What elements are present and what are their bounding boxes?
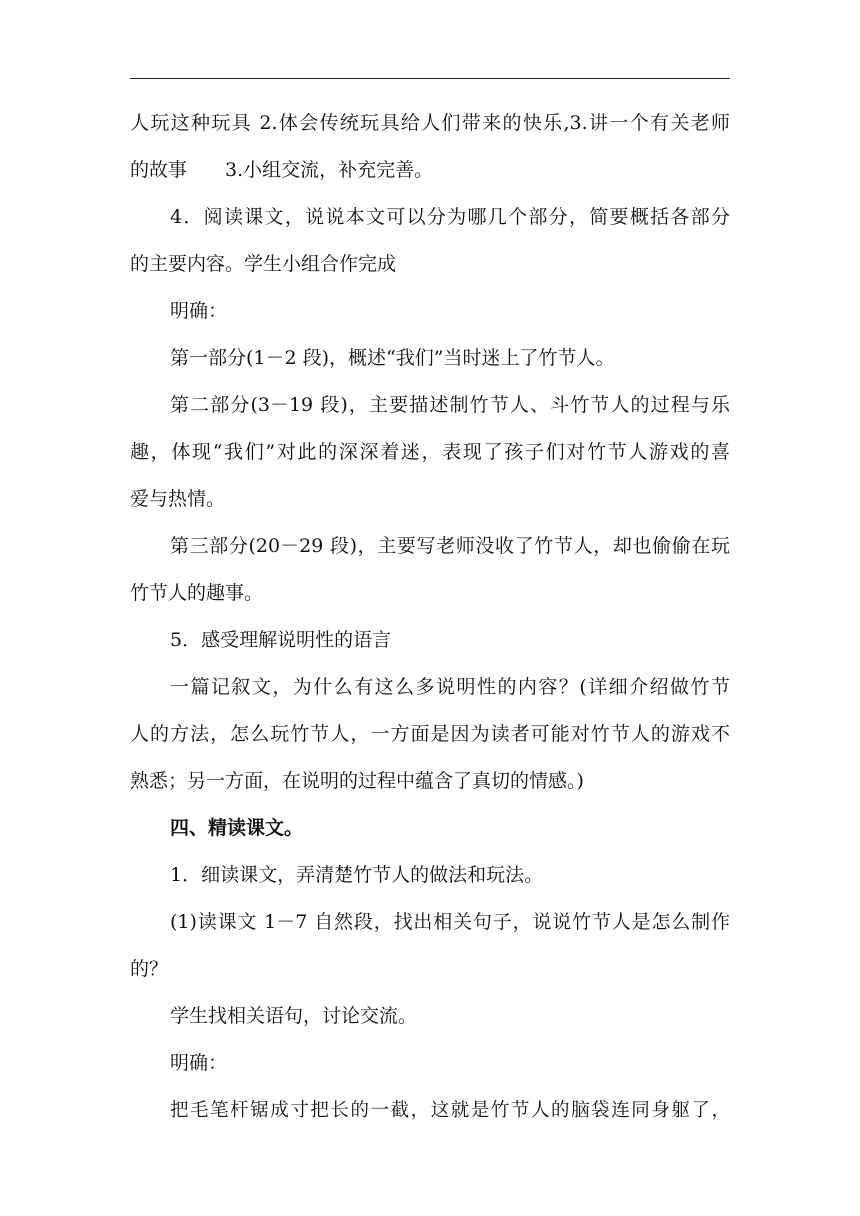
paragraph-line: 一篇记叙文，为什么有这么多说明性的内容？(详细介绍做竹节 [170, 676, 730, 698]
paragraph-line: 明确： [170, 300, 228, 322]
paragraph-line: 1．细读课文，弄清楚竹节人的做法和玩法。 [170, 864, 544, 886]
paragraph-line: 第一部分(1－2 段)，概述“我们”当时迷上了竹节人。 [170, 347, 615, 369]
paragraph-line: 的主要内容。学生小组合作完成 [130, 253, 397, 275]
paragraph-line: 人的方法，怎么玩竹节人，一方面是因为读者可能对竹节人的游戏不 [130, 723, 730, 745]
section-heading: 四、精读课文。 [170, 817, 304, 839]
document-body [130, 100, 730, 1134]
paragraph-line: 的故事 3.小组交流，补充完善。 [130, 159, 434, 181]
paragraph-line: 把毛笔杆锯成寸把长的一截，这就是竹节人的脑袋连同身躯了， [170, 1100, 730, 1121]
paragraph-line: 5．感受理解说明性的语言 [170, 629, 392, 651]
paragraph-line: 学生找相关语句，讨论交流。 [170, 1005, 418, 1027]
paragraph-line: 第三部分(20－29 段)，主要写老师没收了竹节人，却也偷偷在玩 [170, 535, 730, 557]
paragraph-line: 第二部分(3－19 段)，主要描述制竹节人、斗竹节人的过程与乐 [170, 394, 730, 416]
paragraph-line: (1)读课文 1－7 自然段，找出相关句子，说说竹节人是怎么制作 [170, 911, 730, 933]
paragraph-line: 趣，体现“我们”对此的深深着迷，表现了孩子们对竹节人游戏的喜 [130, 441, 730, 463]
paragraph-line: 明确： [170, 1052, 228, 1074]
paragraph-line: 熟悉；另一方面，在说明的过程中蕴含了真切的情感。) [130, 770, 584, 792]
paragraph-line: 的？ [130, 958, 169, 980]
header-rule [130, 78, 730, 79]
paragraph-line: 竹节人的趣事。 [130, 582, 264, 604]
paragraph-line: 爱与热情。 [130, 488, 226, 510]
paragraph-line: 4．阅读课文，说说本文可以分为哪几个部分，简要概括各部分 [170, 206, 730, 228]
paragraph-line: 人玩这种玩具 2.体会传统玩具给人们带来的快乐,3.讲一个有关老师 [130, 112, 730, 134]
